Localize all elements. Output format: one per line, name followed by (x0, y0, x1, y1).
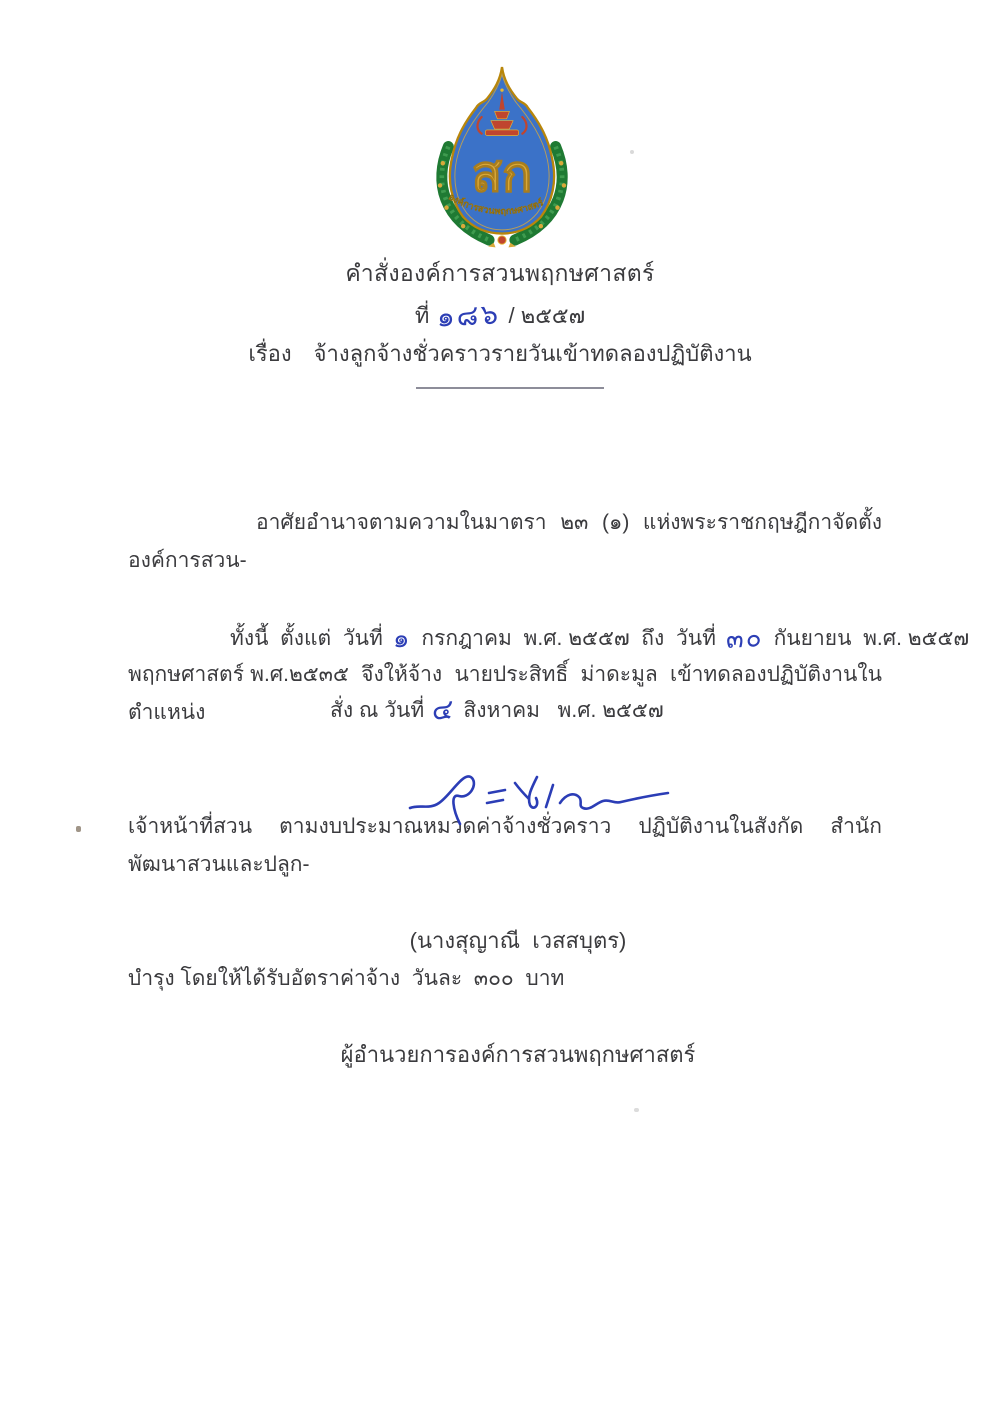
handwritten-issued-day: ๔ (431, 693, 456, 726)
effective-prefix: ทั้งนี้ ตั้งแต่ วันที่ (230, 627, 383, 650)
signature-ink (402, 764, 674, 828)
body-line-1: อาศัยอำนาจตามความในมาตรา ๒๓ (๑) แห่งพระราชกฤษฎีกาจัดตั้งองค์การสวน- (128, 511, 882, 572)
effective-middle: กรกฎาคม พ.ศ. ๒๕๕๗ ถึง วันที่ (421, 627, 716, 650)
subject-label: เรื่อง (248, 341, 292, 366)
number-year: / ๒๕๕๗ (508, 303, 586, 328)
issued-date-line (330, 688, 664, 732)
handwritten-start-day: ๑ (392, 622, 412, 654)
scan-speck (76, 826, 81, 832)
signoff-block (18, 846, 1000, 1150)
issued-suffix: สิงหาคม พ.ศ. ๒๕๕๗ (463, 699, 664, 722)
document-number-line (0, 294, 1000, 338)
handwritten-order-number: ๑๘๖ (437, 298, 501, 333)
effective-date-line (230, 618, 969, 659)
number-prefix: ที่ (414, 303, 430, 328)
effective-suffix: กันยายน พ.ศ. ๒๕๕๗ (773, 627, 970, 650)
header-divider-line (416, 387, 604, 389)
botanical-garden-emblem-icon (428, 56, 576, 252)
signature (402, 764, 674, 828)
body-line-2: พฤกษศาสตร์ พ.ศ.๒๕๓๕ จึงให้จ้าง นายประสิทธิ์ ม่าดะมูล เข้าทดลองปฏิบัติงานในตำแหน่ง (128, 663, 882, 724)
subject-text: จ้างลูกจ้างชั่วคราวรายวันเข้าทดลองปฏิบัติงาน (313, 341, 752, 366)
emblem-banner-text: องค์การสวนพฤกษศาสตร์ (446, 191, 545, 217)
signer-name: (นางสุญาณี เวสสบุตร) (409, 928, 627, 953)
scan-speck (630, 150, 634, 154)
scan-speck (634, 1108, 639, 1112)
subject-line (0, 336, 1000, 371)
handwritten-end-day: ๓๐ (725, 621, 764, 655)
body-line-4: บำรุง โดยให้ได้รับอัตราค่าจ้าง วันละ ๓๐๐ บาท (128, 967, 565, 990)
document-org-title: คำสั่งองค์การสวนพฤกษศาสตร์ (345, 260, 655, 286)
issued-prefix: สั่ง ณ วันที่ (330, 699, 425, 722)
signer-title: ผู้อำนวยการองค์การสวนพฤกษศาสตร์ (340, 1042, 696, 1067)
body-line-3: เจ้าหน้าที่สวน ตามงบประมาณหมวดค่าจ้างชั่วคราว ปฏิบัติงานในสังกัด สำนักพัฒนาสวนและปลูก- (128, 815, 882, 876)
royal-monogram: สก (471, 146, 533, 202)
emblem-svg (428, 56, 576, 252)
